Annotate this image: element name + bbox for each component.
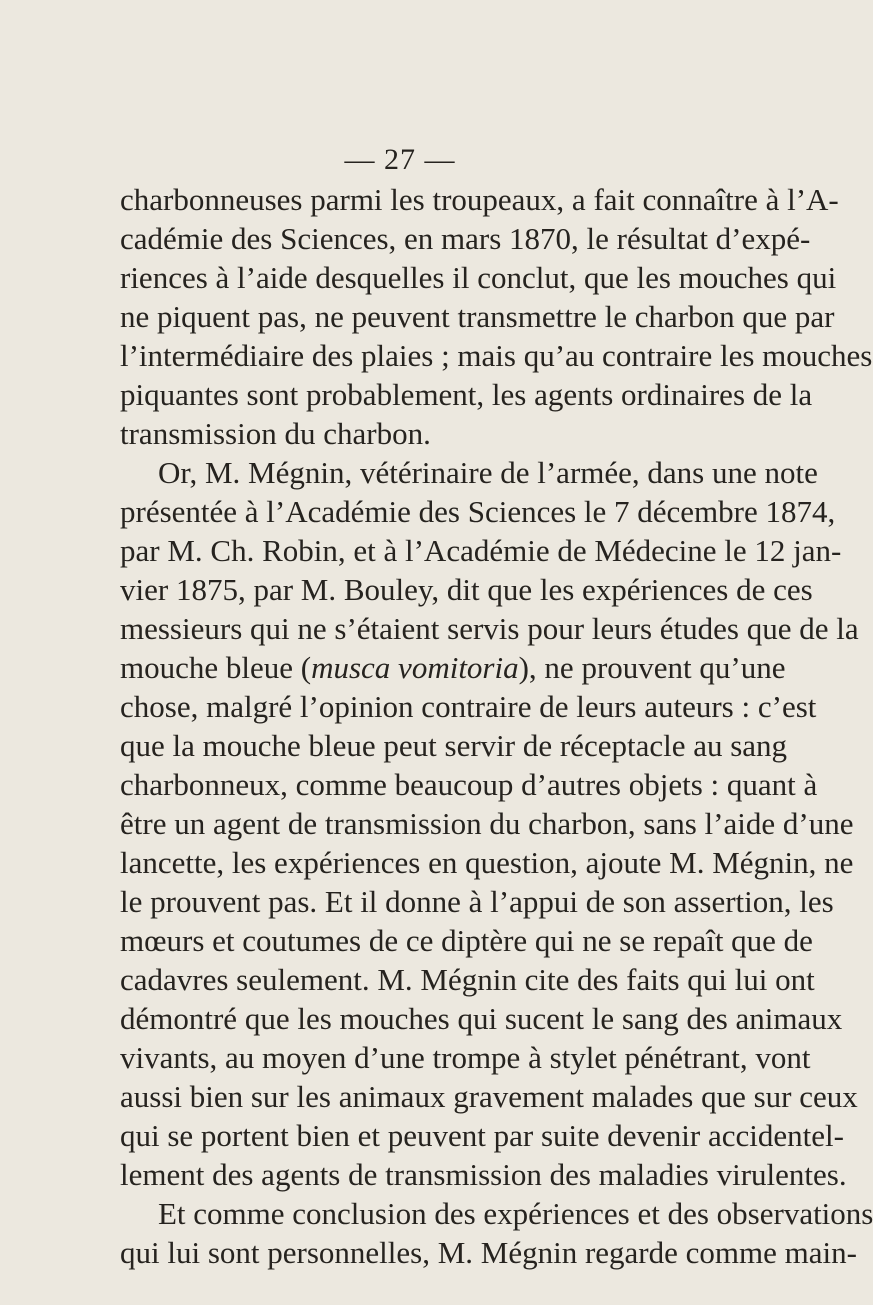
- species-name: musca vomitoria: [311, 650, 519, 685]
- text-line: chose, malgré l’opinion contraire de leurs auteurs : c’est: [120, 689, 817, 724]
- text-line: Et comme conclusion des expériences et des observations: [158, 1196, 873, 1231]
- text-line: qui se portent bien et peuvent par suite devenir accidentel-: [120, 1118, 844, 1153]
- text-line: riences à l’aide desquelles il conclut, que les mouches qui: [120, 260, 837, 295]
- text-line: Or, M. Mégnin, vétérinaire de l’armée, dans une note: [158, 455, 818, 490]
- text-line: lancette, les expériences en question, ajoute M. Mégnin, ne: [120, 845, 854, 880]
- text-line: mœurs et coutumes de ce diptère qui ne se repaît que de: [120, 923, 813, 958]
- text-line: l’intermédiaire des plaies ; mais qu’au contraire les mouches: [120, 338, 873, 373]
- text-line: qui lui sont personnelles, M. Mégnin regarde comme main-: [120, 1235, 857, 1270]
- body-text: [120, 180, 873, 1272]
- text-line: présentée à l’Académie des Sciences le 7 décembre 1874,: [120, 494, 836, 529]
- text-segment: ), ne prouvent qu’une: [518, 650, 786, 685]
- page-number: — 27 —: [344, 143, 456, 176]
- text-line: vier 1875, par M. Bouley, dit que les expériences de ces: [120, 572, 813, 607]
- text-line: par M. Ch. Robin, et à l’Académie de Médecine le 12 jan-: [120, 533, 842, 568]
- text-line: ne piquent pas, ne peuvent transmettre le charbon que par: [120, 299, 835, 334]
- text-line: charbonneux, comme beaucoup d’autres objets : quant à: [120, 767, 818, 802]
- text-line: piquantes sont probablement, les agents ordinaires de la: [120, 377, 813, 412]
- text-line: transmission du charbon.: [120, 416, 431, 451]
- text-line: vivants, au moyen d’une trompe à stylet pénétrant, vont: [120, 1040, 811, 1075]
- text-line: [120, 648, 786, 687]
- text-line: être un agent de transmission du charbon, sans l’aide d’une: [120, 806, 854, 841]
- text-line: cadémie des Sciences, en mars 1870, le résultat d’expé-: [120, 221, 811, 256]
- text-line: aussi bien sur les animaux gravement malades que sur ceux: [120, 1079, 858, 1114]
- text-line: lement des agents de transmission des maladies virulentes.: [120, 1157, 847, 1192]
- text-line: que la mouche bleue peut servir de réceptacle au sang: [120, 728, 788, 763]
- text-line: charbonneuses parmi les troupeaux, a fait connaître à l’A-: [120, 182, 839, 217]
- text-line: messieurs qui ne s’étaient servis pour leurs études que de la: [120, 611, 859, 646]
- text-line: démontré que les mouches qui sucent le sang des animaux: [120, 1001, 843, 1036]
- text-line: le prouvent pas. Et il donne à l’appui de son assertion, les: [120, 884, 834, 919]
- text-segment: mouche bleue (: [120, 650, 312, 685]
- text-line: cadavres seulement. M. Mégnin cite des faits qui lui ont: [120, 962, 815, 997]
